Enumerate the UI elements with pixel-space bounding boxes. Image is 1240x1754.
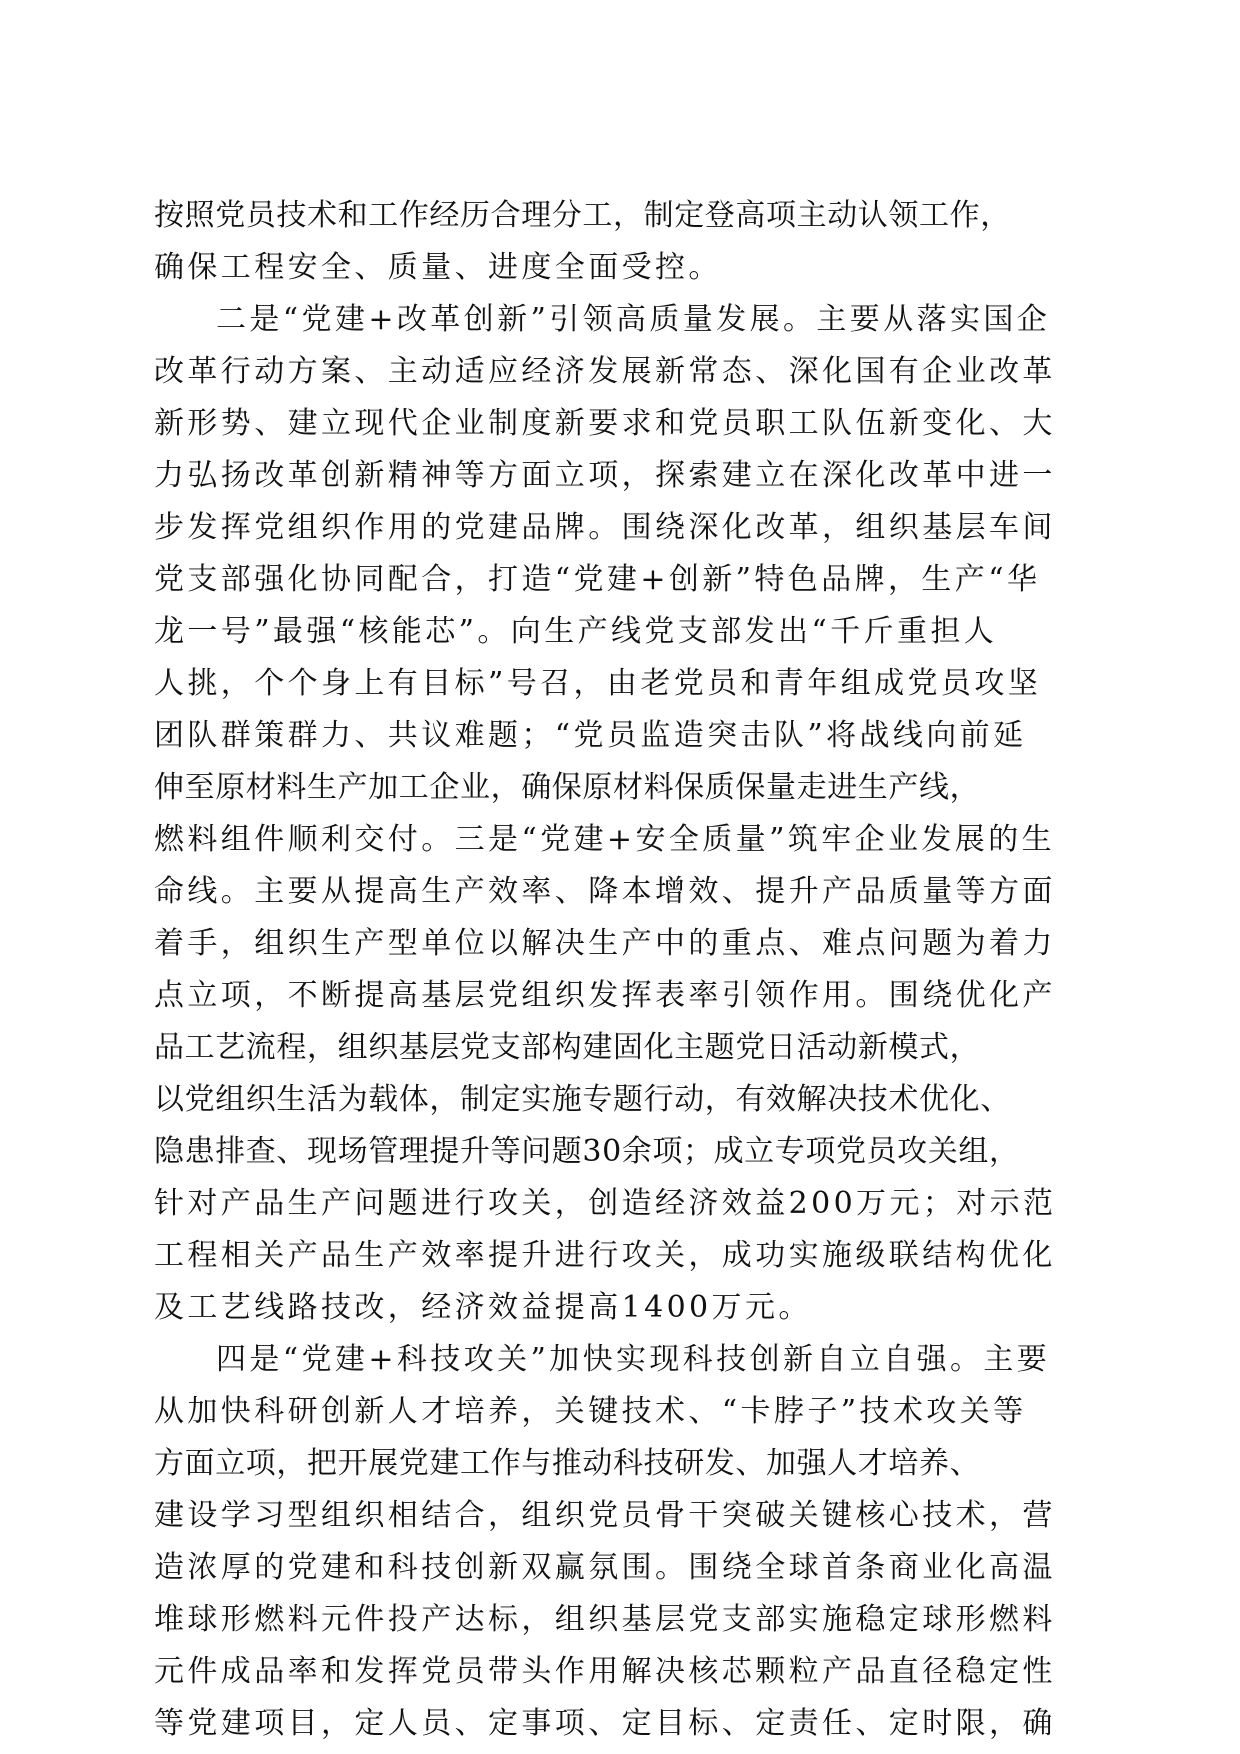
- text-line: 品工艺流程，组织基层党支部构建固化主题党日活动新模式，: [154, 1030, 981, 1065]
- text-line: 以党组织生活为载体，制定实施专题行动，有效解决技术优化、: [154, 1082, 1011, 1117]
- text-line: 方面立项，把开展党建工作与推动科技研发、加强人才培养、: [154, 1446, 981, 1481]
- text-line: 元件成品率和发挥党员带头作用解决核芯颗粒产品直径稳定性: [154, 1654, 1056, 1689]
- text-line: 伸至原材料生产加工企业，确保原材料保质保量走进生产线，: [154, 770, 981, 805]
- text-line: 人挑，个个身上有目标”号召，由老党员和青年组成党员攻坚: [154, 666, 1042, 701]
- text-line: 步发挥党组织作用的党建品牌。围绕深化改革，组织基层车间: [154, 510, 1056, 545]
- paragraph-start-line: 四是“党建+科技攻关”加快实现科技创新自立自强。主要: [216, 1342, 1051, 1377]
- text-line: 新形势、建立现代企业制度新要求和党员职工队伍新变化、大: [154, 406, 1056, 441]
- paragraph-start-line: 二是“党建+改革创新”引领高质量发展。主要从落实国企: [216, 302, 1051, 337]
- text-line: 点立项，不断提高基层党组织发挥表率引领作用。围绕优化产: [154, 978, 1056, 1013]
- text-line: 建设学习型组织相结合，组织党员骨干突破关键核心技术，营: [154, 1498, 1056, 1533]
- text-line: 及工艺线路技改，经济效益提高1400万元。: [154, 1290, 812, 1325]
- text-line: 隐患排查、现场管理提升等问题30余项；成立专项党员攻关组，: [154, 1134, 1020, 1169]
- text-line: 着手，组织生产型单位以解决生产中的重点、难点问题为着力: [154, 926, 1056, 961]
- text-line: 龙一号”最强“核能芯”。向生产线党支部发出“千斤重担人: [154, 614, 998, 649]
- text-line: 针对产品生产问题进行攻关，创造经济效益200万元；对示范: [154, 1186, 1057, 1221]
- text-line: 力弘扬改革创新精神等方面立项，探索建立在深化改革中进一: [154, 458, 1056, 493]
- text-line: 从加快科研创新人才培养，关键技术、“卡脖子”技术攻关等: [154, 1394, 1027, 1429]
- text-line: 造浓厚的党建和科技创新双赢氛围。围绕全球首条商业化高温: [154, 1550, 1056, 1585]
- text-line: 燃料组件顺利交付。三是“党建+安全质量”筑牢企业发展的生: [154, 822, 1056, 857]
- text-line: 堆球形燃料元件投产达标，组织基层党支部实施稳定球形燃料: [154, 1602, 1056, 1637]
- text-line: 确保工程安全、质量、进度全面受控。: [154, 250, 722, 285]
- text-line: 命线。主要从提高生产效率、降本增效、提升产品质量等方面: [154, 874, 1056, 909]
- text-line: 按照党员技术和工作经历合理分工，制定登高项主动认领工作，: [154, 198, 1011, 233]
- body-text: [154, 190, 1084, 1750]
- text-line: 团队群策群力、共议难题；“党员监造突击队”将战线向前延: [154, 718, 1027, 753]
- text-line: 工程相关产品生产效率提升进行攻关，成功实施级联结构优化: [154, 1238, 1056, 1273]
- text-line: 改革行动方案、主动适应经济发展新常态、深化国有企业改革: [154, 354, 1056, 389]
- text-line: 等党建项目，定人员、定事项、定目标、定责任、定时限，确: [154, 1706, 1056, 1741]
- text-line: 党支部强化协同配合，打造“党建+创新”特色品牌，生产“华: [154, 562, 1041, 597]
